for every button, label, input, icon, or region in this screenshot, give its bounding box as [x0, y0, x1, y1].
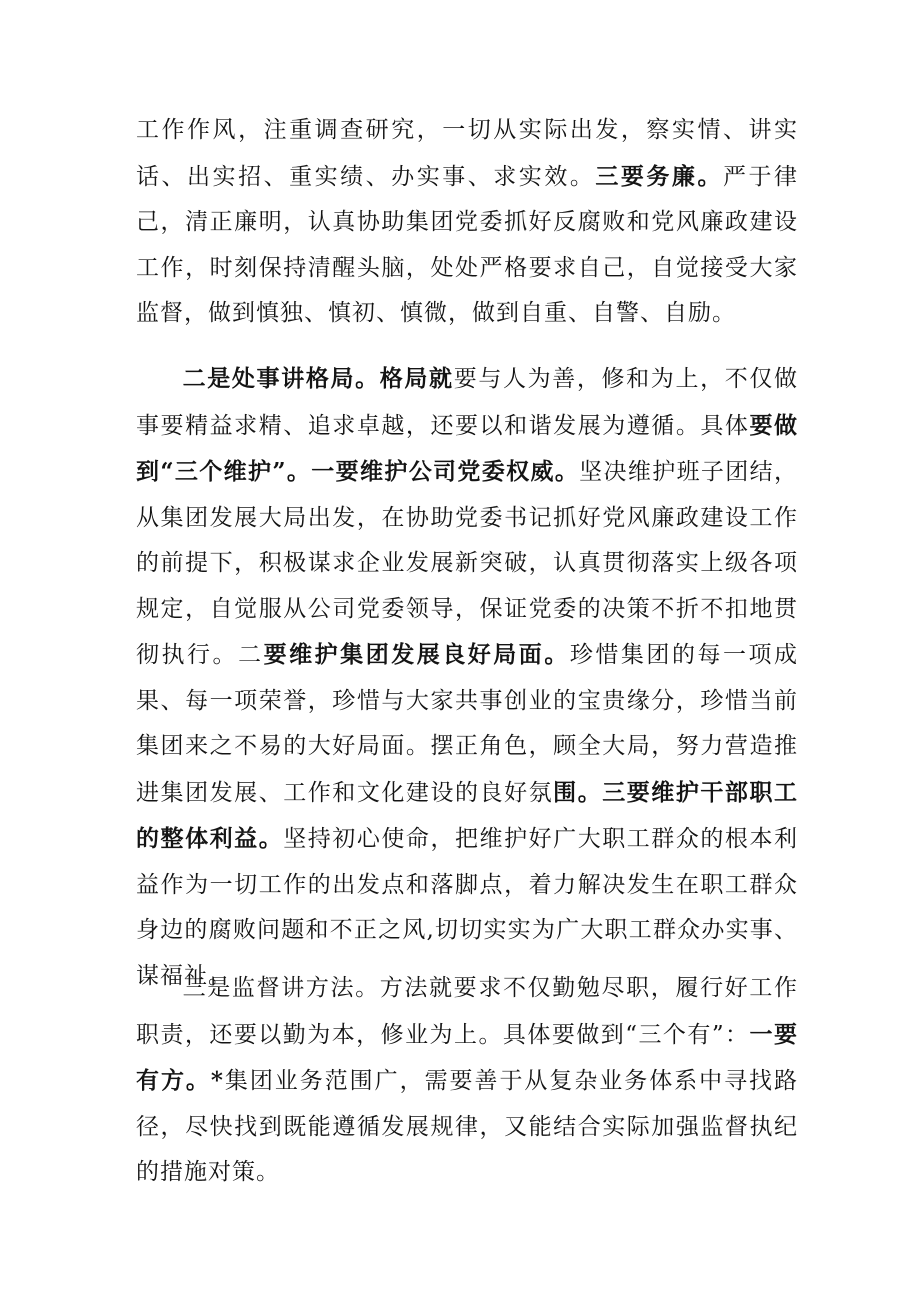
text-segment: 坚持初心使命，把维护好广大职工群众的根本利益作为一切工作的出发点和落脚点，着力解决发生在职工群众身边的腐败问题和不正之风,切切实实为广大职工群众办实事、谋福祉。: [136, 826, 799, 989]
paragraph-pattern: [136, 356, 798, 999]
heading-one-method: 一要有方。*: [136, 1020, 798, 1094]
text-segment: 珍惜集团的每一项成果、每一项荣誉，珍惜与大家共事创业的宝贵缘分，珍惜当前集团来之不易的大好局面。摆正角色，顾全大局，努力营造推进集团发展、工作和文化建设的良好氛: [136, 642, 799, 806]
text-segment: 要与人为善，修和为上，不仅做事要精益求精、追求卓越，还要以和谐发展为遵循。具体: [136, 366, 799, 439]
heading-maintain-group: 要维护集团发展良好局面。: [263, 641, 570, 668]
paragraph-supervision: [136, 966, 798, 1196]
text-segment: 集团业务范围广，需要善于从复杂业务体系中寻找路径，尽快找到既能遵循发展规律，又能结合实际加强监督执纪的措施对策。: [136, 1068, 799, 1185]
heading-maintain-staff: 围。三要维护干部职工的整体利益。: [136, 778, 799, 852]
text-segment: 工作作风，注重调查研究，一切从实际出发，察实情、讲实话、出实招、重实绩、办实事、求实效。: [136, 117, 798, 190]
text-segment: 坚决维护班子团结，从集团发展大局出发，在协助党委书记抓好党风廉政建设工作的前提下，积极谋求企业发展新突破，认真贯彻落实上级各项规定，自觉服从公司党委领导，保证党委的决策不折不扣地贯彻执行。二: [136, 459, 798, 668]
heading-three-integrity: 三要务廉。: [595, 162, 723, 190]
text-segment: 严于律己，清正廉明，认真协助集团党委抓好反腐败和党风廉政建设工作，时刻保持清醒头脑，处处严格要求自己，自觉接受大家监督，做到慎独、慎初、慎微，做到自重、自警、自励。: [136, 163, 799, 326]
text-segment: 三是监督讲方法。方法就要求不仅勤勉尽职，履行好工作职责，还要以勤为本，修业为上。具体要做到“三个有”：: [136, 975, 798, 1048]
heading-two-pattern: 二是处事讲格局。格局就: [182, 365, 454, 392]
heading-three-maintain: 要做到“三个维护”。一要维护公司党委权威。: [136, 411, 799, 485]
paragraph-work-style: [136, 108, 798, 337]
